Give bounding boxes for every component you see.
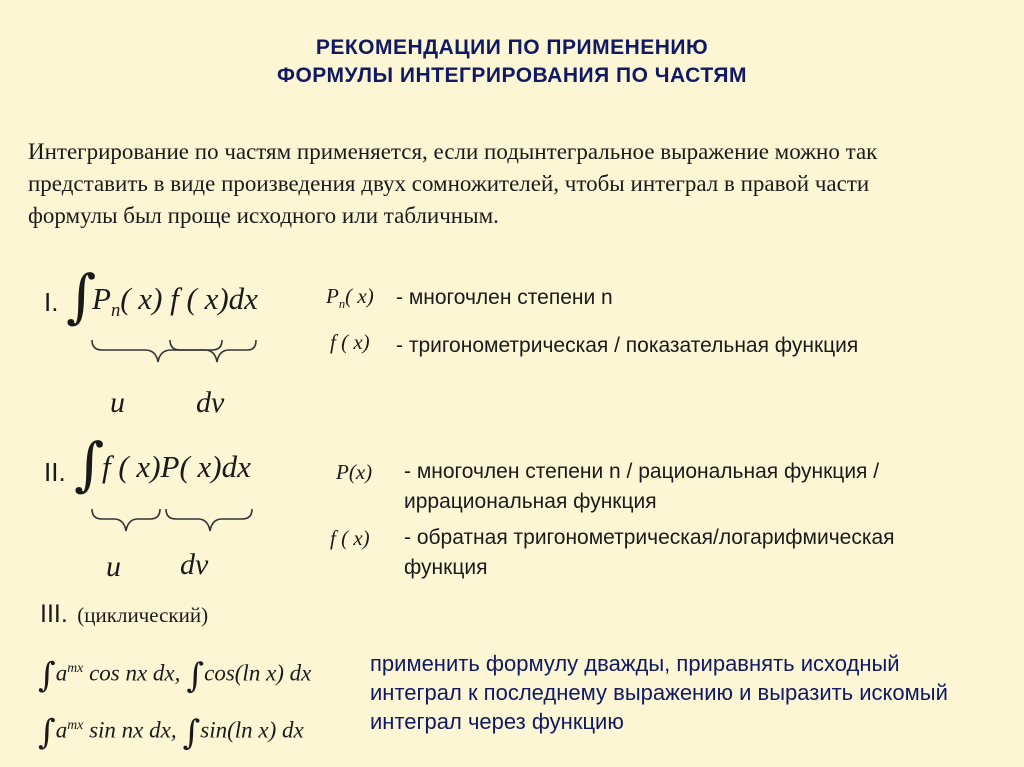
case3-advice-line: применить формулу дважды, приравнять исходный [370, 651, 900, 676]
case2-braces [90, 505, 270, 535]
case3-label-note: (циклический) [77, 603, 209, 627]
intro-line: Интегрирование по частям применяется, если подынтегральное выражение можно так [28, 139, 878, 164]
case1-formula-sub: n [110, 300, 121, 322]
case1-brace-u [92, 340, 222, 362]
intro-line: формулы был проще исходного или табличным. [28, 203, 499, 228]
case2-def1-line: - многочлен степени n / рациональная функция / [404, 460, 880, 483]
case2-u-label: u [106, 550, 121, 583]
case3-advice-line: интеграл через функцию [370, 709, 624, 734]
case1-def2-symbol: f ( x) [330, 330, 370, 354]
case2-def2-line: функция [404, 556, 488, 579]
case3-label: III. [40, 600, 68, 628]
case2-def1-symbol: P(x) [336, 460, 373, 484]
case1-def2-text: - тригонометрическая / показательная функция [396, 334, 859, 357]
case1-integral-sign: ∫ [66, 262, 97, 330]
case1-def1-p: P [326, 284, 339, 308]
case2-def2-text [404, 523, 895, 583]
case1-def1-sub: n [338, 297, 346, 312]
case1-dv-label: dv [196, 386, 225, 419]
case2-dv-label: dv [180, 548, 209, 581]
case1-def1-symbol [326, 284, 374, 312]
case3-row2-a: a [55, 717, 68, 743]
case3-row2-integral2: ∫ [182, 712, 201, 753]
case3-row2-rest1: sin nx dx, [83, 717, 177, 743]
case3-row1-rest1: cos nx dx, [83, 660, 181, 686]
case3-row1-integral2: ∫ [186, 655, 205, 696]
case3-header [40, 600, 208, 629]
case2-integral-sign: ∫ [74, 430, 105, 498]
case1-label: I. [44, 287, 59, 317]
case1-formula-rest: ( x) f ( x)dx [120, 281, 258, 316]
case3-advice-line: интеграл к последнему выражению и выразить искомый [370, 680, 948, 705]
case2-def2-symbol: f ( x) [330, 526, 370, 550]
case2-formula: f ( x)P( x)dx [102, 449, 251, 484]
intro-paragraph [28, 136, 998, 232]
case3-row2 [38, 703, 304, 755]
case1-u-label: u [110, 386, 125, 419]
case1-def1-text: - многочлен степени n [396, 286, 613, 309]
case3-row1 [38, 646, 311, 698]
case3-row2-sup: mx [67, 717, 84, 732]
case3-row1-sup: mx [67, 660, 84, 675]
case2-brace-dv [166, 509, 252, 531]
case1-formula-p: P [92, 281, 111, 316]
case3-row1-a: a [55, 660, 68, 686]
case1-brace-dv [170, 340, 256, 362]
case3-row1-rest2: cos(ln x) dx [204, 660, 312, 686]
slide-title-line1: РЕКОМЕНДАЦИИ ПО ПРИМЕНЕНИЮ [315, 36, 709, 59]
case1-def1-arg: ( x) [345, 284, 374, 308]
case2-def1-line: иррациональная функция [404, 490, 657, 513]
case1-formula [92, 281, 258, 322]
slide-title-line2: ФОРМУЛЫ ИНТЕГРИРОВАНИЯ ПО ЧАСТЯМ [277, 64, 747, 87]
case3-advice [370, 649, 948, 736]
case2-label: II. [44, 457, 66, 487]
case2-brace-u [92, 509, 160, 531]
case3-row1-integral: ∫ [38, 655, 56, 696]
case3-row2-integral: ∫ [38, 712, 56, 753]
case1-braces [90, 336, 270, 366]
case2-def1-text [404, 457, 879, 517]
intro-line: представить в виде произведения двух сомножителей, чтобы интеграл в правой части [28, 171, 870, 196]
case3-row2-rest2: sin(ln x) dx [200, 717, 304, 743]
case2-def2-line: - обратная тригонометрическая/логарифмическая [404, 526, 895, 549]
